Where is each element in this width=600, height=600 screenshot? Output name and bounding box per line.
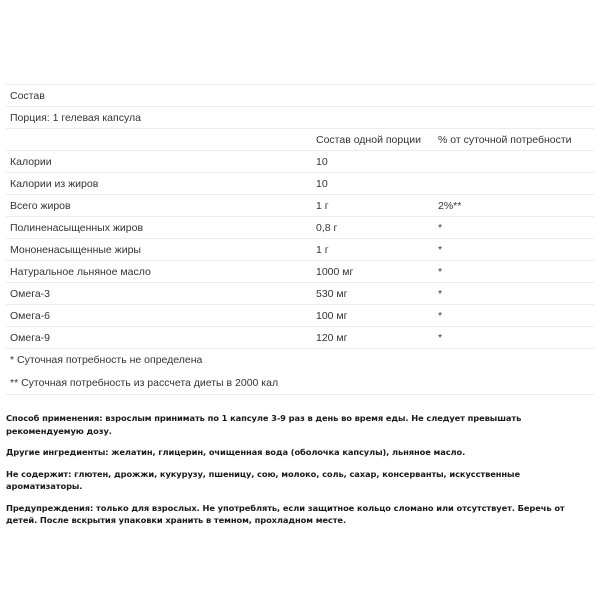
table-row (6, 150, 594, 172)
nutrient-amount: 100 мг (316, 309, 348, 322)
nutrient-name: Калории (10, 155, 52, 168)
table-row (6, 304, 594, 326)
table-row (6, 172, 594, 194)
header-per-serving: Состав одной порции (316, 133, 421, 146)
free-of-text: Не содержит: глютен, дрожжи, кукурузу, пшеницу, сою, молоко, соль, сахар, консерванты, искусственные ароматизаторы. (6, 468, 520, 491)
nutrient-dv: * (438, 265, 443, 278)
header-row (6, 128, 594, 150)
table-row (6, 216, 594, 238)
table-row (6, 194, 594, 216)
nutrient-dv: * (438, 287, 443, 300)
supplement-facts-table (6, 84, 594, 395)
table-row (6, 238, 594, 260)
nutrient-dv: 2%** (438, 199, 462, 212)
nutrient-name: Омега-6 (10, 309, 51, 322)
footnote-row (6, 348, 594, 371)
nutrient-amount: 1 г (316, 243, 329, 256)
usage-text: Способ применения: взрослым принимать по 1 капсуле 3-9 раз в день во время еды. Не следует превышать рекомендуемую дозу. (6, 413, 522, 436)
nutrient-amount: 0,8 г (316, 221, 338, 234)
serving-size: Порция: 1 гелевая капсула (10, 111, 141, 124)
nutrient-name: Омега-9 (10, 331, 51, 344)
nutrient-amount: 1 г (316, 199, 329, 212)
serving-row (6, 106, 594, 128)
product-notes (6, 412, 596, 536)
table-row (6, 260, 594, 282)
nutrient-dv: * (438, 243, 443, 256)
nutrient-name: Калории из жиров (10, 177, 99, 190)
nutrient-amount: 120 мг (316, 331, 348, 344)
nutrient-amount: 530 мг (316, 287, 348, 300)
footnote-2000-cal: ** Суточная потребность из рассчета диеты в 2000 кал (10, 376, 279, 389)
footnote-not-established: * Суточная потребность не определена (10, 354, 203, 366)
nutrient-dv: * (438, 331, 443, 344)
warnings-text: Предупреждения: только для взрослых. Не употреблять, если защитное кольцо сломано или отсутствует. Беречь от детей. После вскрытия упаковки хранить в темном, прохладном месте. (6, 502, 565, 525)
nutrient-name: Натуральное льняное масло (10, 265, 151, 278)
footnote-row (6, 371, 594, 394)
nutrient-amount: 10 (316, 177, 328, 190)
nutrient-name: Полиненасыщенных жиров (10, 221, 144, 234)
table-bottom-divider (6, 394, 594, 395)
table-title-row (6, 84, 594, 106)
table-row (6, 282, 594, 304)
other-ingredients-text: Другие ингредиенты: желатин, глицерин, очищенная вода (оболочка капсулы), льняное масло. (6, 447, 466, 457)
table-row (6, 326, 594, 348)
nutrient-name: Мононенасыщенные жиры (10, 243, 141, 256)
header-daily-value: % от суточной потребности (438, 133, 572, 146)
nutrient-name: Омега-3 (10, 287, 51, 300)
nutrient-amount: 1000 мг (316, 265, 354, 278)
nutrient-dv: * (438, 309, 443, 322)
nutrient-name: Всего жиров (10, 199, 71, 212)
nutrient-dv: * (438, 221, 443, 234)
nutrient-amount: 10 (316, 155, 328, 168)
table-title: Состав (10, 89, 45, 102)
